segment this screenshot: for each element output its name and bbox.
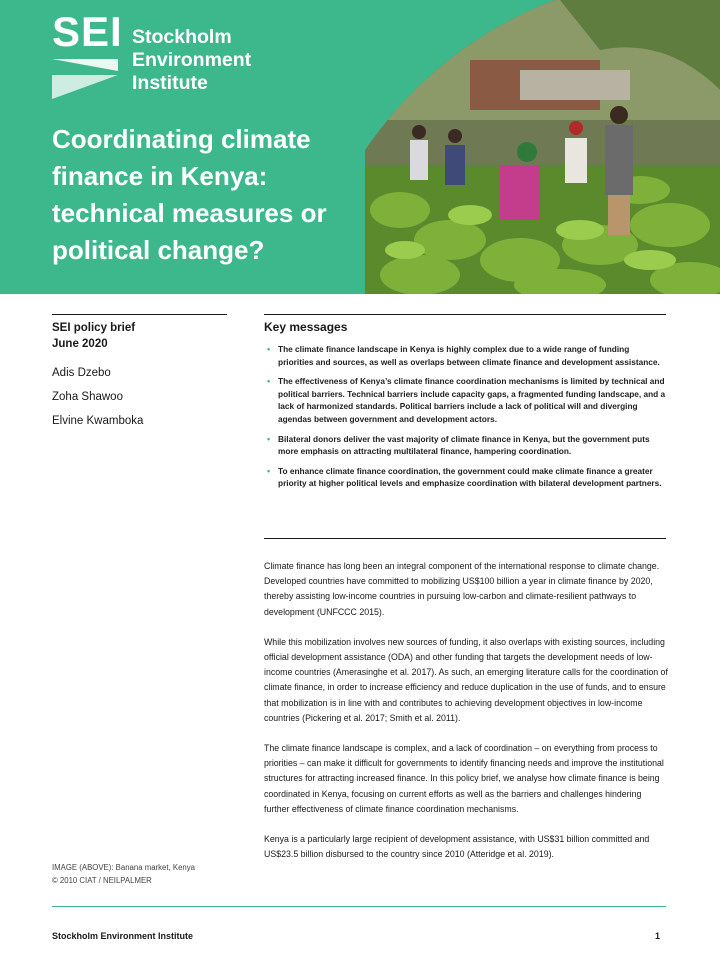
author-name: Zoha Shawoo <box>52 391 123 403</box>
caption-line: IMAGE (ABOVE): Banana market, Kenya <box>52 863 196 872</box>
footer-rule <box>52 906 666 907</box>
brief-metadata <box>52 314 227 428</box>
author-name: Elvine Kwamboka <box>52 415 144 427</box>
key-messages-box <box>264 314 666 497</box>
key-messages-top-rule <box>264 314 666 315</box>
logo-abbreviation: SEI <box>52 8 123 55</box>
body-text <box>264 559 668 877</box>
key-messages-bottom-rule <box>264 538 666 539</box>
sei-logo <box>52 8 292 97</box>
footer-organization: Stockholm Environment Institute <box>52 931 194 941</box>
logo-org-line-2: Environment <box>132 49 252 71</box>
publication-date: June 2020 <box>52 338 108 350</box>
key-message-item: • The effectiveness of Kenya’s climate finance coordination mechanisms is limited by technical and political barriers. Technical barriers include capacity gaps, a fragmented funding landscape, and a lack of harmonized standards. Political barriers include a lack of political will and diverging agendas between government and development actors. <box>264 375 666 425</box>
logo-organization-name <box>132 26 251 95</box>
key-messages-heading: Key messages <box>264 320 348 334</box>
page-number: 1 <box>655 931 661 941</box>
logo-mark-icon <box>52 59 118 99</box>
key-messages-list <box>264 343 666 490</box>
key-message-item: • To enhance climate finance coordination, the government could make climate finance a greater priority at higher political levels and emphasize coordination with bilateral development partners. <box>264 465 666 490</box>
body-paragraph: Kenya is a particularly large recipient of development assistance, with US$31 billion committed and US$23.5 billion disbursed to the country since 2010 (Atteridge et al. 2019). <box>264 834 650 860</box>
author-name: Adis Dzebo <box>52 367 111 379</box>
body-paragraph: The climate finance landscape is complex, and a lack of coordination – on everything from process to priorities – can make it difficult for governments to identify financing needs and improve the institutional structures for attracting increased finance. In this policy brief, we analyse how climate finance is being coordinated in Kenya, focusing on current efforts as well as the barriers and challenges hindering further effectiveness of climate finance coordination mechanisms. <box>264 743 664 814</box>
logo-org-line-3: Institute <box>132 72 208 94</box>
key-message-item: • Bilateral donors deliver the vast majority of climate finance in Kenya, but the government puts more emphasis on attracting multilateral finance, hampering coordination. <box>264 433 666 458</box>
publication-type: SEI policy brief <box>52 322 136 334</box>
document-title: Coordinating climate finance in Kenya: technical measures or political change? <box>52 124 327 265</box>
metadata-top-rule <box>52 314 227 315</box>
body-paragraph: While this mobilization involves new sources of funding, it also overlaps with existing sources, including official development assistance (ODA) and other funding that targets the development needs of low-income countries (Amerasinghe et al. 2017). As such, an emerging literature calls for the coordination of climate finance, in order to increase efficiency and reduce duplication in the use of funds, and to ensure that mobilization is in line with and contributes to achieving development objectives in low-income countries (Pickering et al. 2017; Smith et al. 2011). <box>264 636 668 723</box>
logo-org-line-1: Stockholm <box>132 26 232 48</box>
image-caption <box>52 862 242 887</box>
key-message-item: • The climate finance landscape in Kenya is highly complex due to a wide range of funding priorities and sources, as well as overlaps between climate finance and development assistance. <box>264 343 666 368</box>
header-banner <box>0 0 720 294</box>
caption-credit: © 2010 CIAT / NEILPALMER <box>52 875 152 885</box>
body-paragraph: Climate finance has long been an integral component of the international response to climate change. Developed countries have committed to mobilizing US$100 billion a year in climate finance by 2020, thereby assisting low-income countries in pursuing low-carbon and climate-resilient pathways to development (UNFCCC 2015). <box>264 561 660 617</box>
